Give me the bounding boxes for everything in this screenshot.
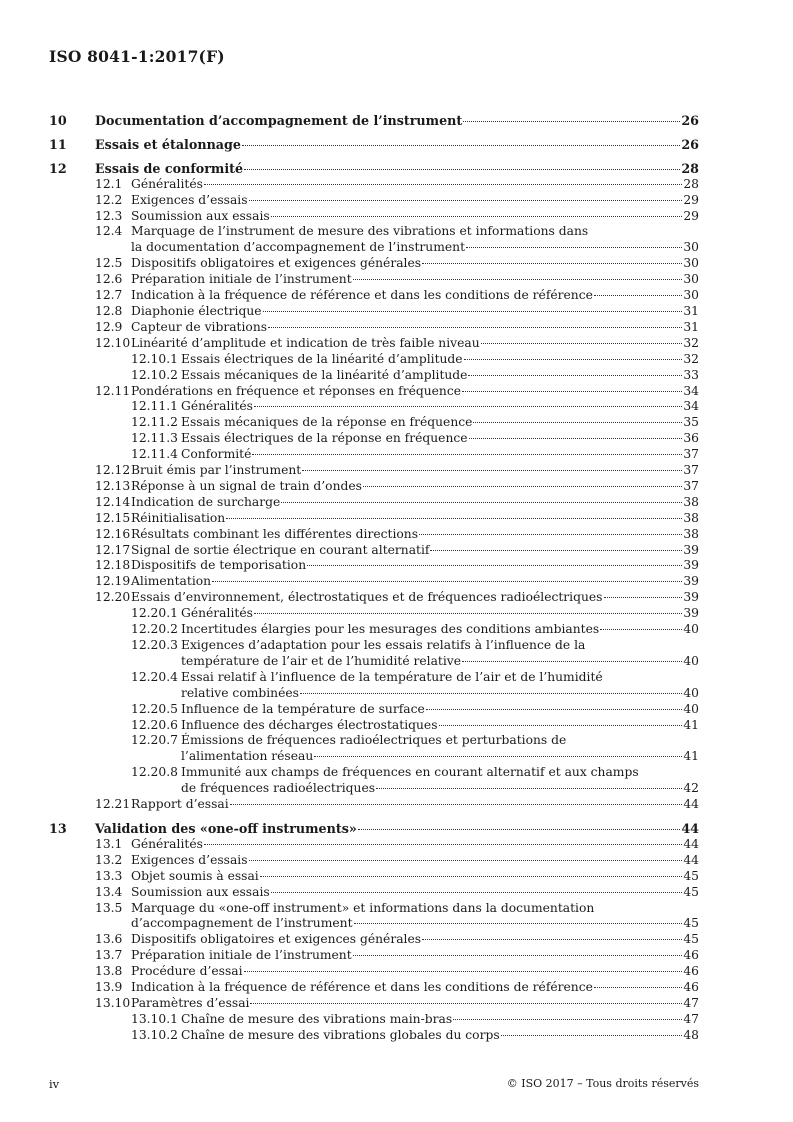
toc-entry-title: Dispositifs de temporisation (131, 558, 307, 573)
toc-entry-title: Réinitialisation (131, 510, 226, 525)
toc-entry-page: 46 (683, 948, 699, 963)
dot-leader (250, 1003, 682, 1004)
toc-entry-page: 44 (681, 820, 699, 836)
toc-entry[interactable] (49, 113, 699, 129)
toc-entry-number: 13.2 (95, 852, 123, 867)
toc-entry-number: 13.10.1 (131, 1011, 178, 1026)
toc-entry-page: 39 (683, 606, 699, 621)
toc-entry-title: Soumission aux essais (131, 208, 270, 223)
toc-entry[interactable] (49, 948, 699, 964)
toc-entry-number: 12.10.1 (131, 351, 178, 366)
toc-entry-number: 13.8 (95, 964, 123, 979)
toc-entry-page: 48 (683, 1027, 699, 1042)
toc-entry-page: 44 (683, 852, 699, 867)
toc-entry-number: 13.10 (95, 995, 131, 1010)
toc-entry[interactable] (49, 137, 699, 153)
dot-leader (252, 454, 682, 455)
dot-leader (268, 327, 682, 328)
toc-entry-number: 12.20 (95, 590, 131, 605)
toc-entry-page: 39 (683, 590, 699, 605)
dot-leader (604, 597, 683, 598)
toc-entry-page: 44 (683, 797, 699, 812)
toc-entry[interactable] (49, 288, 699, 304)
toc-entry[interactable] (49, 670, 699, 702)
toc-entry[interactable] (49, 224, 699, 256)
toc-entry-page: 41 (683, 717, 699, 732)
toc-entry-number: 12.6 (95, 272, 123, 287)
toc-entry-page: 39 (683, 558, 699, 573)
dot-leader (439, 725, 682, 726)
dot-leader (271, 892, 682, 893)
toc-entry-page: 34 (683, 399, 699, 414)
toc-entry-title: Procédure d’essai (131, 964, 243, 979)
toc-entry-number: 13.9 (95, 980, 123, 995)
toc-entry[interactable] (49, 837, 699, 853)
toc-entry-title: Marquage du «one-off instrument» et informations dans la documentation (131, 900, 595, 915)
toc-entry-number: 13.6 (95, 932, 123, 947)
toc-entry-page: 42 (683, 781, 699, 796)
toc-entry[interactable] (49, 885, 699, 901)
toc-entry-number: 12.5 (95, 256, 123, 271)
toc-entry-page: 40 (683, 685, 699, 700)
toc-entry-number: 12.19 (95, 574, 131, 589)
toc-entry[interactable] (49, 543, 699, 559)
toc-entry-title: Diaphonie électrique (131, 303, 262, 318)
toc-entry-title: Dispositifs obligatoires et exigences générales (131, 932, 422, 947)
toc-entry-page: 26 (681, 136, 699, 152)
toc-entry[interactable] (49, 622, 699, 638)
toc-entry-page: 28 (683, 176, 699, 191)
toc-entry-title: Réponse à un signal de train d’ondes (131, 478, 362, 493)
toc-entry-page: 37 (683, 447, 699, 462)
toc-entry-number: 12.21 (95, 797, 131, 812)
toc-entry-page: 30 (683, 272, 699, 287)
dot-leader (314, 756, 682, 757)
toc-entry-page: 28 (681, 160, 699, 176)
toc-entry-title: Essais électriques de la linéarité d’amplitude (181, 351, 463, 366)
dot-leader (271, 216, 682, 217)
toc-entry-number: 12.12 (95, 463, 131, 478)
toc-entry-number: 13.7 (95, 948, 123, 963)
toc-entry-title: Influence de la température de surface (181, 701, 425, 716)
toc-entry-title: relative combinées (181, 685, 299, 700)
toc-entry[interactable] (49, 718, 699, 734)
dot-leader (226, 518, 682, 519)
toc-entry-title: Essais mécaniques de la réponse en fréquence (181, 415, 473, 430)
toc-entry-title: Soumission aux essais (131, 884, 270, 899)
toc-entry-page: 38 (683, 494, 699, 509)
toc-entry-number: 12.7 (95, 288, 123, 303)
toc-entry-title: Préparation initiale de l’instrument (131, 272, 352, 287)
toc-entry-title: Généralités (181, 399, 253, 414)
toc-entry-title: Exigences d’essais (131, 192, 248, 207)
toc-entry-title: Paramètres d’essai (131, 995, 250, 1010)
toc-entry-number: 12.4 (95, 224, 123, 239)
toc-entry-title: Chaîne de mesure des vibrations main-bras (181, 1011, 453, 1026)
toc-entry[interactable] (49, 399, 699, 415)
toc-entry-title: Exigences d’adaptation pour les essais relatifs à l’influence de la (181, 638, 586, 652)
toc-entry-title: Alimentation (131, 574, 212, 589)
toc-entry-page: 45 (683, 932, 699, 947)
toc-entry[interactable] (49, 368, 699, 384)
toc-entry-title: Essais et étalonnage (95, 136, 241, 152)
toc-entry-page: 45 (683, 884, 699, 899)
toc-entry-title: Chaîne de mesure des vibrations globales du corps (181, 1027, 500, 1042)
toc-entry-number: 13.1 (95, 836, 123, 851)
dot-leader (353, 279, 682, 280)
toc-entry[interactable] (49, 702, 699, 718)
toc-entry[interactable] (49, 590, 699, 606)
toc-entry[interactable] (49, 320, 699, 336)
toc-entry[interactable] (49, 1012, 699, 1028)
dot-leader (422, 263, 682, 264)
toc-entry-title: l’alimentation réseau (181, 749, 314, 764)
dot-leader (249, 860, 682, 861)
toc-entry-title: température de l’air et de l’humidité relative (181, 653, 462, 668)
toc-entry[interactable] (49, 574, 699, 590)
dot-leader (354, 923, 682, 924)
toc-entry-number: 13 (49, 820, 67, 836)
dot-leader (204, 184, 682, 185)
toc-entry-title: Essais électriques de la réponse en fréquence (181, 431, 468, 446)
dot-leader (462, 391, 682, 392)
toc-entry[interactable] (49, 765, 699, 797)
dot-leader (468, 375, 682, 376)
toc-entry[interactable] (49, 304, 699, 320)
toc-entry[interactable] (49, 352, 699, 368)
toc-entry-number: 12 (49, 160, 67, 176)
toc-entry-number: 10 (49, 113, 67, 128)
dot-leader (419, 534, 682, 535)
toc-entry-page: 29 (683, 208, 699, 223)
toc-entry[interactable] (49, 511, 699, 527)
toc-entry[interactable] (49, 384, 699, 400)
toc-entry-page: 46 (683, 980, 699, 995)
toc-entry-title: de fréquences radioélectriques (181, 781, 376, 796)
toc-entry-number: 12.9 (95, 319, 123, 334)
toc-entry-title: Capteur de vibrations (131, 319, 268, 334)
toc-entry-number: 12.14 (95, 494, 131, 509)
toc-entry[interactable] (49, 964, 699, 980)
toc-entry-title: Généralités (131, 836, 203, 851)
dot-leader (594, 987, 682, 988)
toc-entry[interactable] (49, 853, 699, 869)
toc-entry[interactable] (49, 463, 699, 479)
dot-leader (263, 311, 682, 312)
dot-leader (230, 804, 682, 805)
toc-entry-title: Exigences d’essais (131, 852, 248, 867)
toc-entry-number: 12.10 (95, 335, 131, 350)
dot-leader (464, 359, 682, 360)
toc-entry-number: 13.3 (95, 868, 123, 883)
toc-entry-title: Indication à la fréquence de référence et dans les conditions de référence (131, 288, 593, 303)
dot-leader (249, 200, 682, 201)
dot-leader (244, 169, 680, 170)
toc-entry-page: 32 (683, 351, 699, 366)
toc-entry[interactable] (49, 256, 699, 272)
toc-entry-title: Rapport d’essai (131, 797, 229, 812)
toc-entry-title: Résultats combinant les différentes directions (131, 526, 419, 541)
toc-entry-page: 30 (683, 288, 699, 303)
toc-entry[interactable] (49, 527, 699, 543)
dot-leader (463, 121, 680, 122)
toc-entry-number: 12.20.1 (131, 606, 178, 621)
toc-entry-page: 36 (683, 431, 699, 446)
toc-entry-page: 40 (683, 701, 699, 716)
toc-entry[interactable] (49, 495, 699, 511)
toc-entry-number: 12.20.7 (131, 733, 178, 748)
toc-entry-number: 12.18 (95, 558, 131, 573)
dot-leader (242, 145, 680, 146)
toc-entry-page: 31 (683, 303, 699, 318)
toc-entry-number: 12.20.3 (131, 638, 178, 652)
toc-entry-title: Émissions de fréquences radioélectriques et perturbations de (181, 733, 567, 748)
dot-leader (307, 565, 682, 566)
toc-entry-title: Pondérations en fréquence et réponses en fréquence (131, 383, 461, 398)
toc-entry[interactable] (49, 272, 699, 288)
toc-entry-page: 44 (683, 836, 699, 851)
toc-entry-number: 12.2 (95, 192, 123, 207)
toc-entry-page: 30 (683, 256, 699, 271)
toc-entry-title: Généralités (181, 606, 253, 621)
dot-leader (376, 788, 682, 789)
toc-entry-page: 37 (683, 463, 699, 478)
toc-entry-page: 32 (683, 335, 699, 350)
toc-entry[interactable] (49, 606, 699, 622)
toc-entry[interactable] (49, 479, 699, 495)
dot-leader (302, 470, 682, 471)
dot-leader (363, 486, 682, 487)
toc-entry-title: Marquage de l’instrument de mesure des vibrations et informations dans (131, 224, 589, 239)
toc-entry[interactable] (49, 996, 699, 1012)
toc-entry-number: 12.11.3 (131, 431, 178, 446)
toc-entry-title: Essai relatif à l’influence de la température de l’air et de l’humidité (181, 669, 603, 684)
toc-entry-title: Bruit émis par l’instrument (131, 463, 302, 478)
dot-leader (422, 939, 682, 940)
toc-entry-number: 12.20.8 (131, 765, 178, 780)
toc-entry[interactable] (49, 558, 699, 574)
toc-entry-page: 34 (683, 383, 699, 398)
toc-entry-number: 12.17 (95, 542, 131, 557)
toc-entry[interactable] (49, 869, 699, 885)
toc-entry-page: 45 (683, 916, 699, 931)
toc-entry-page: 39 (683, 542, 699, 557)
toc-entry-page: 26 (681, 113, 699, 128)
toc-entry[interactable] (49, 797, 699, 813)
toc-entry-number: 12.11.2 (131, 415, 178, 430)
toc-entry-number: 12.11.1 (131, 399, 178, 414)
toc-entry-number: 12.20.5 (131, 701, 178, 716)
toc-entry-title: Linéarité d’amplitude et indication de très faible niveau (131, 335, 480, 350)
toc-entry-page: 33 (683, 367, 699, 382)
toc-entry-number: 12.15 (95, 510, 131, 525)
toc-entry[interactable] (49, 336, 699, 352)
toc-entry-page: 38 (683, 510, 699, 525)
toc-entry-title: Essais d’environnement, électrostatiques et de fréquences radioélectriques (131, 590, 603, 605)
toc-entry-number: 12.11.4 (131, 447, 178, 462)
toc-entry-title: Essais mécaniques de la linéarité d’amplitude (181, 367, 468, 382)
copyright-notice: © ISO 2017 – Tous droits réservés (506, 1077, 699, 1090)
dot-leader (430, 550, 682, 551)
toc-entry[interactable] (49, 431, 699, 447)
toc-entry-number: 12.16 (95, 526, 131, 541)
table-of-contents (49, 113, 699, 1044)
toc-entry-number: 12.20.2 (131, 622, 178, 637)
toc-entry-page: 38 (683, 526, 699, 541)
dot-leader (453, 1019, 682, 1020)
dot-leader (281, 502, 682, 503)
toc-entry-page: 46 (683, 964, 699, 979)
dot-leader (300, 693, 682, 694)
toc-entry[interactable] (49, 209, 699, 225)
toc-entry[interactable] (49, 1028, 699, 1044)
dot-leader (260, 876, 682, 877)
toc-entry-number: 12.8 (95, 303, 123, 318)
toc-entry-page: 45 (683, 868, 699, 883)
toc-entry-page: 30 (683, 240, 699, 255)
dot-leader (353, 955, 682, 956)
dot-leader (254, 613, 682, 614)
toc-entry-title: d’accompagnement de l’instrument (131, 916, 353, 931)
toc-entry-number: 12.3 (95, 208, 123, 223)
dot-leader (462, 661, 682, 662)
toc-entry-title: Généralités (131, 176, 203, 191)
dot-leader (600, 629, 682, 630)
toc-entry-number: 11 (49, 136, 67, 152)
toc-entry[interactable] (49, 193, 699, 209)
dot-leader (594, 295, 682, 296)
toc-entry[interactable] (49, 901, 699, 933)
toc-entry-title: Objet soumis à essai (131, 868, 259, 883)
toc-entry-page: 35 (683, 415, 699, 430)
toc-entry-number: 13.5 (95, 900, 123, 915)
toc-entry-title: Validation des «one-off instruments» (95, 820, 357, 836)
document-header: ISO 8041-1:2017(F) (49, 47, 225, 66)
toc-entry[interactable] (49, 415, 699, 431)
dot-leader (501, 1035, 682, 1036)
toc-entry-title: Signal de sortie électrique en courant alternatif (131, 542, 430, 557)
dot-leader (426, 709, 682, 710)
dot-leader (481, 343, 682, 344)
toc-entry-page: 47 (683, 1011, 699, 1026)
dot-leader (204, 844, 682, 845)
toc-entry-number: 12.11 (95, 383, 131, 398)
toc-entry[interactable] (49, 161, 699, 177)
toc-entry[interactable] (49, 733, 699, 765)
dot-leader (473, 422, 682, 423)
toc-entry[interactable] (49, 821, 699, 837)
dot-leader (469, 438, 682, 439)
toc-entry-page: 37 (683, 478, 699, 493)
toc-entry-title: Essais de conformité (95, 160, 244, 176)
toc-entry[interactable] (49, 447, 699, 463)
dot-leader (254, 406, 682, 407)
toc-entry-title: Influence des décharges électrostatiques (181, 717, 438, 732)
toc-entry-number: 13.4 (95, 884, 123, 899)
toc-entry-number: 12.20.4 (131, 669, 178, 684)
dot-leader (358, 829, 681, 830)
toc-entry-number: 12.10.2 (131, 367, 178, 382)
toc-entry-title: Dispositifs obligatoires et exigences générales (131, 256, 422, 271)
toc-entry-page: 47 (683, 995, 699, 1010)
toc-entry[interactable] (49, 638, 699, 670)
dot-leader (212, 581, 682, 582)
toc-entry-number: 12.20.6 (131, 717, 178, 732)
toc-entry-number: 12.1 (95, 176, 123, 191)
toc-entry-title: Préparation initiale de l’instrument (131, 948, 352, 963)
dot-leader (466, 247, 682, 248)
toc-entry-title: la documentation d’accompagnement de l’instrument (131, 240, 466, 255)
toc-entry-title: Indication de surcharge (131, 494, 281, 509)
toc-entry-page: 29 (683, 192, 699, 207)
toc-entry-title: Immunité aux champs de fréquences en courant alternatif et aux champs (181, 765, 639, 780)
toc-entry[interactable] (49, 177, 699, 193)
page-number: iv (49, 1077, 60, 1091)
toc-entry-page: 40 (683, 653, 699, 668)
toc-entry[interactable] (49, 980, 699, 996)
toc-entry-title: Documentation d’accompagnement de l’instrument (95, 113, 463, 128)
toc-entry-page: 39 (683, 574, 699, 589)
dot-leader (244, 971, 682, 972)
toc-entry-page: 40 (683, 622, 699, 637)
toc-entry-title: Incertitudes élargies pour les mesurages des conditions ambiantes (181, 622, 600, 637)
toc-entry-title: Conformité (181, 447, 252, 462)
toc-entry-number: 12.13 (95, 478, 131, 493)
toc-entry[interactable] (49, 932, 699, 948)
toc-entry-page: 31 (683, 319, 699, 334)
toc-entry-title: Indication à la fréquence de référence et dans les conditions de référence (131, 980, 593, 995)
toc-entry-number: 13.10.2 (131, 1027, 178, 1042)
toc-entry-page: 41 (683, 749, 699, 764)
